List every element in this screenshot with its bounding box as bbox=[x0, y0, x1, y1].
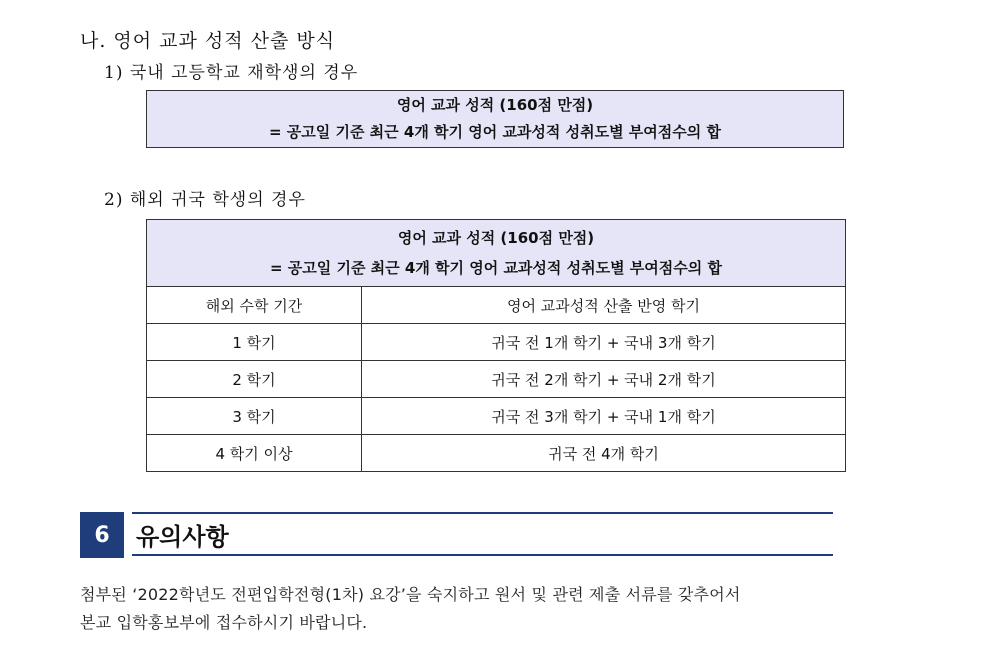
overseas-formula-row bbox=[147, 220, 846, 287]
domestic-formula-line1: 영어 교과 성적 (160점 만점) bbox=[396, 96, 594, 114]
period-cell: 2 학기 bbox=[147, 361, 362, 398]
section-title: 유의사항 bbox=[136, 522, 229, 551]
semester-cell: 귀국 전 3개 학기 + 국내 1개 학기 bbox=[362, 398, 846, 435]
table-header-row bbox=[147, 287, 846, 324]
notice-line-2: 본교 입학홍보부에 접수하시기 바랍니다. bbox=[80, 613, 368, 632]
overseas-formula-line2: = 공고일 기준 최근 4개 학기 영어 교과성적 성취도별 부여점수의 합 bbox=[270, 259, 722, 277]
semester-cell: 귀국 전 2개 학기 + 국내 2개 학기 bbox=[362, 361, 846, 398]
notice-line-1: 첨부된 ‘2022학년도 전편입학전형(1차) 요강’을 숙지하고 원서 및 관련 제출 서류를 갖추어서 bbox=[80, 585, 741, 604]
overseas-subtitle: 2) 해외 귀국 학생의 경우 bbox=[104, 190, 306, 210]
domestic-subtitle: 1) 국내 고등학교 재학생의 경우 bbox=[104, 63, 359, 83]
column-header: 영어 교과성적 산출 반영 학기 bbox=[362, 287, 846, 324]
period-cell: 4 학기 이상 bbox=[147, 435, 362, 472]
section-title-bar bbox=[132, 512, 833, 556]
table-row bbox=[147, 361, 846, 398]
overseas-table bbox=[146, 219, 846, 472]
table-row bbox=[147, 435, 846, 472]
table-row bbox=[147, 324, 846, 361]
domestic-formula-box bbox=[146, 90, 844, 148]
table-row bbox=[147, 398, 846, 435]
semester-cell: 귀국 전 4개 학기 bbox=[362, 435, 846, 472]
overseas-formula-line1: 영어 교과 성적 (160점 만점) bbox=[397, 229, 595, 247]
semester-cell: 귀국 전 1개 학기 + 국내 3개 학기 bbox=[362, 324, 846, 361]
period-cell: 1 학기 bbox=[147, 324, 362, 361]
section-heading: 나. 영어 교과 성적 산출 방식 bbox=[80, 30, 336, 52]
overseas-formula-cell bbox=[147, 220, 846, 287]
domestic-formula-line2: = 공고일 기준 최근 4개 학기 영어 교과성적 성취도별 부여점수의 합 bbox=[269, 123, 721, 141]
section-number-badge: 6 bbox=[80, 512, 124, 558]
period-cell: 3 학기 bbox=[147, 398, 362, 435]
column-header: 해외 수학 기간 bbox=[147, 287, 362, 324]
